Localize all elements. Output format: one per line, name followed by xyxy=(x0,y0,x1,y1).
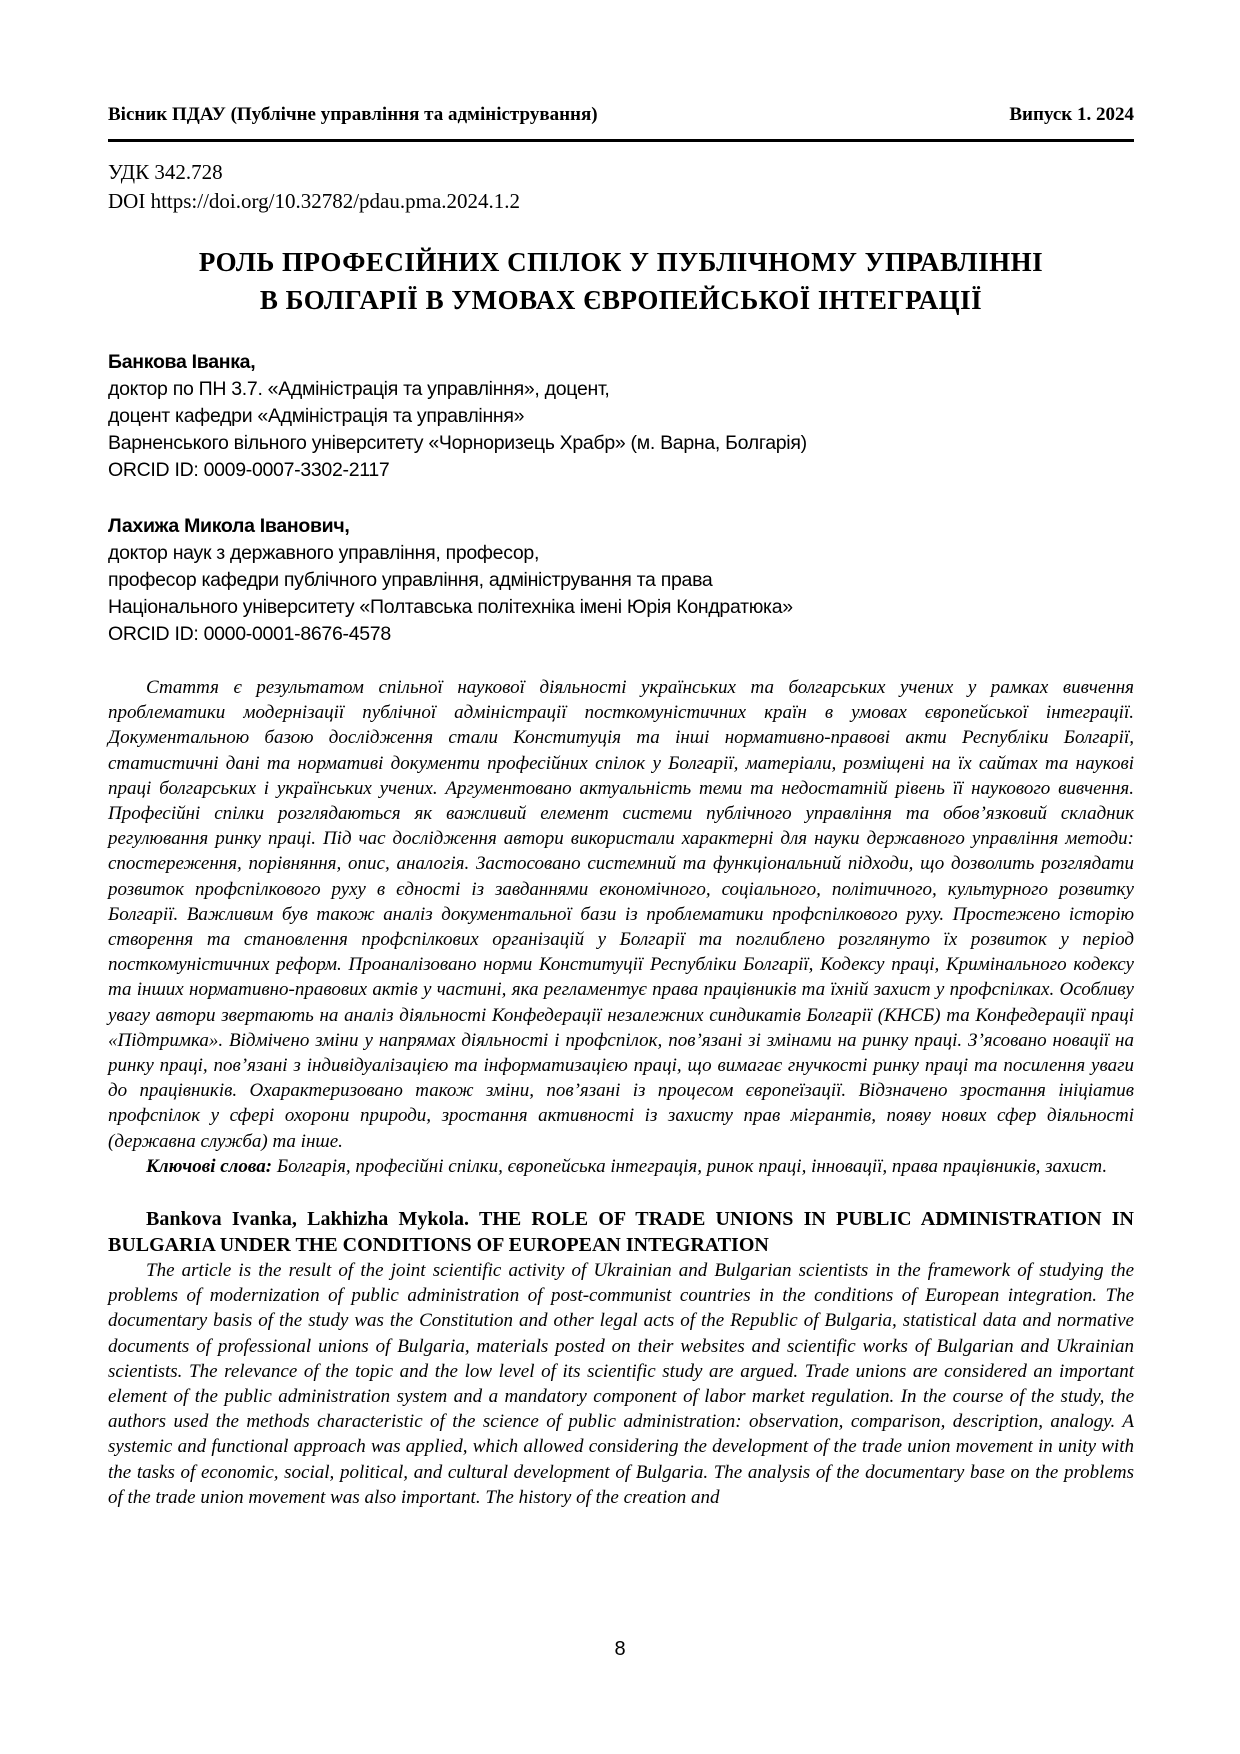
author-block-2 xyxy=(108,513,1134,648)
abstract-ukrainian xyxy=(108,675,1134,1154)
journal-title: Вісник ПДАУ (Публічне управління та адміністрування) xyxy=(108,104,598,125)
article-meta xyxy=(108,158,1134,216)
keywords-label: Ключові слова: xyxy=(146,1155,273,1177)
abstract-ukrainian-text: Стаття є результатом спільної наукової діяльності українських та болгарських учених у рамках вивчення проблематики модернізації публічної адміністрації посткомуністичних країн в умовах європейської інтеграції. Документальною базою дослідження стали Конституція та інші нормативно-правові акти Республіки Болгарії, статистичні дані та нормативі документи професійних спілок у Болгарії, матеріали, розміщені на їх сайтах та наукові праці болгарських і українських учених. Аргументовано актуальність теми та недостатній рівень її наукового вивчення. Професійні спілки розглядаються як важливий елемент системи публічного управління та обов’язковий складник регулювання ринку праці. Під час дослідження автори використали характерні для науки державного управління методи: спостереження, порівняння, опис, аналогія. Застосовано системний та функціональний підходи, що дозволить розглядати розвиток профспілкового руху в єдності із завданнями економічного, соціального, політичного, культурного розвитку Болгарії. Важливим був також аналіз документальної бази із проблематики профспілкового руху. Простежено історію створення та становлення профспілкових організацій у Болгарії та поглиблено розглянуто їх розвиток у період посткомуністичних реформ. Проаналізовано норми Конституції Республіки Болгарії, Кодексу праці, Кримінального кодексу та інших нормативно-правових актів у частині, яка регламентує права працівників та їхній захист у профспілках. Особливу увагу автори звертають на аналіз діяльності Конфедерації незалежних синдикатів Болгарії (КНСБ) та Конфедерації праці «Підтримка». Відмічено зміни у напрямах діяльності і профспілок, пов’язані зі змінами на ринку праці. З’ясовано новації на ринку праці, пов’язані з індивідуалізацією та інформатизацією праці, що вимагає гнучкості ринку праці та посилення уваги до працівників. Охарактеризовано також зміни, пов’язані із процесом європеїзації. Відзначено зростання ініціатив профспілок у сфері охорони природи, зростання активності із захисту прав мігрантів, появу нових сфер діяльності (державна служба) та інше. xyxy=(108,677,1134,1152)
author-1-affiliation: Варненського вільного університету «Чорноризець Храбр» (м. Варна, Болгарія) xyxy=(108,432,807,454)
keywords-text: Болгарія, професійні спілки, європейська інтеграція, ринок праці, інновації, права працівників, захист. xyxy=(276,1155,1108,1177)
author-1-degree: доктор по ПН 3.7. «Адміністрація та управління», доцент, xyxy=(108,378,610,400)
article-title xyxy=(108,243,1134,319)
author-1-position: доцент кафедри «Адміністрація та управління» xyxy=(108,405,525,427)
abstract-english xyxy=(108,1258,1134,1510)
author-2-affiliation: Національного університету «Полтавська політехніка імені Юрія Кондратюка» xyxy=(108,596,793,618)
author-2-position: професор кафедри публічного управління, адміністрування та права xyxy=(108,569,713,591)
page-number: 8 xyxy=(614,1638,626,1660)
author-2-orcid: ORCID ID: 0000-0001-8676-4578 xyxy=(108,623,391,645)
english-heading-authors: Bankova Ivanka, Lakhizha Mykola. xyxy=(146,1208,470,1231)
issue-label: Випуск 1. 2024 xyxy=(1009,104,1134,125)
english-heading-title: THE ROLE OF TRADE UNIONS IN PUBLIC ADMINISTRATION IN BULGARIA UNDER THE CONDITIONS OF EUROPEAN INTEGRATION xyxy=(108,1208,1134,1257)
author-1-orcid: ORCID ID: 0009-0007-3302-2117 xyxy=(108,459,390,481)
doi-line: DOI https://doi.org/10.32782/pdau.pma.2024.1.2 xyxy=(108,189,521,213)
keywords-ukrainian xyxy=(108,1154,1134,1179)
abstract-english-text: The article is the result of the joint scientific activity of Ukrainian and Bulgarian scientists in the framework of studying the problems of modernization of public administration of post-communist countries in the conditions of European integration. The documentary basis of the study was the Constitution and other legal acts of the Republic of Bulgaria, statistical data and normative documents of professional unions of Bulgaria, materials posted on their websites and scientific works of Bulgarian and Ukrainian scientists. The relevance of the topic and the low level of its scientific study are argued. Trade unions are considered an important element of the public administration system and a mandatory component of labor market regulation. In the course of the study, the authors used the methods characteristic of the science of public administration: observation, comparison, description, analogy. A systemic and functional approach was applied, which allowed considering the development of the trade union movement in unity with the tasks of economic, social, political, and cultural development of Bulgaria. The analysis of the documentary base on the problems of the trade union movement was also important. The history of the creation and xyxy=(108,1260,1134,1508)
article-title-line-2: В БОЛГАРІЇ В УМОВАХ ЄВРОПЕЙСЬКОЇ ІНТЕГРАЦІЇ xyxy=(259,285,983,315)
author-2-name: Лахижа Микола Іванович, xyxy=(108,515,350,537)
author-block-1 xyxy=(108,349,1134,484)
running-head xyxy=(108,104,1134,142)
article-title-line-1: РОЛЬ ПРОФЕСІЙНИХ СПІЛОК У ПУБЛІЧНОМУ УПРАВЛІННІ xyxy=(198,247,1044,277)
udc-code: УДК 342.728 xyxy=(108,160,223,184)
author-2-degree: доктор наук з державного управління, професор, xyxy=(108,542,540,564)
english-heading xyxy=(108,1206,1134,1258)
author-1-name: Банкова Іванка, xyxy=(108,351,256,373)
